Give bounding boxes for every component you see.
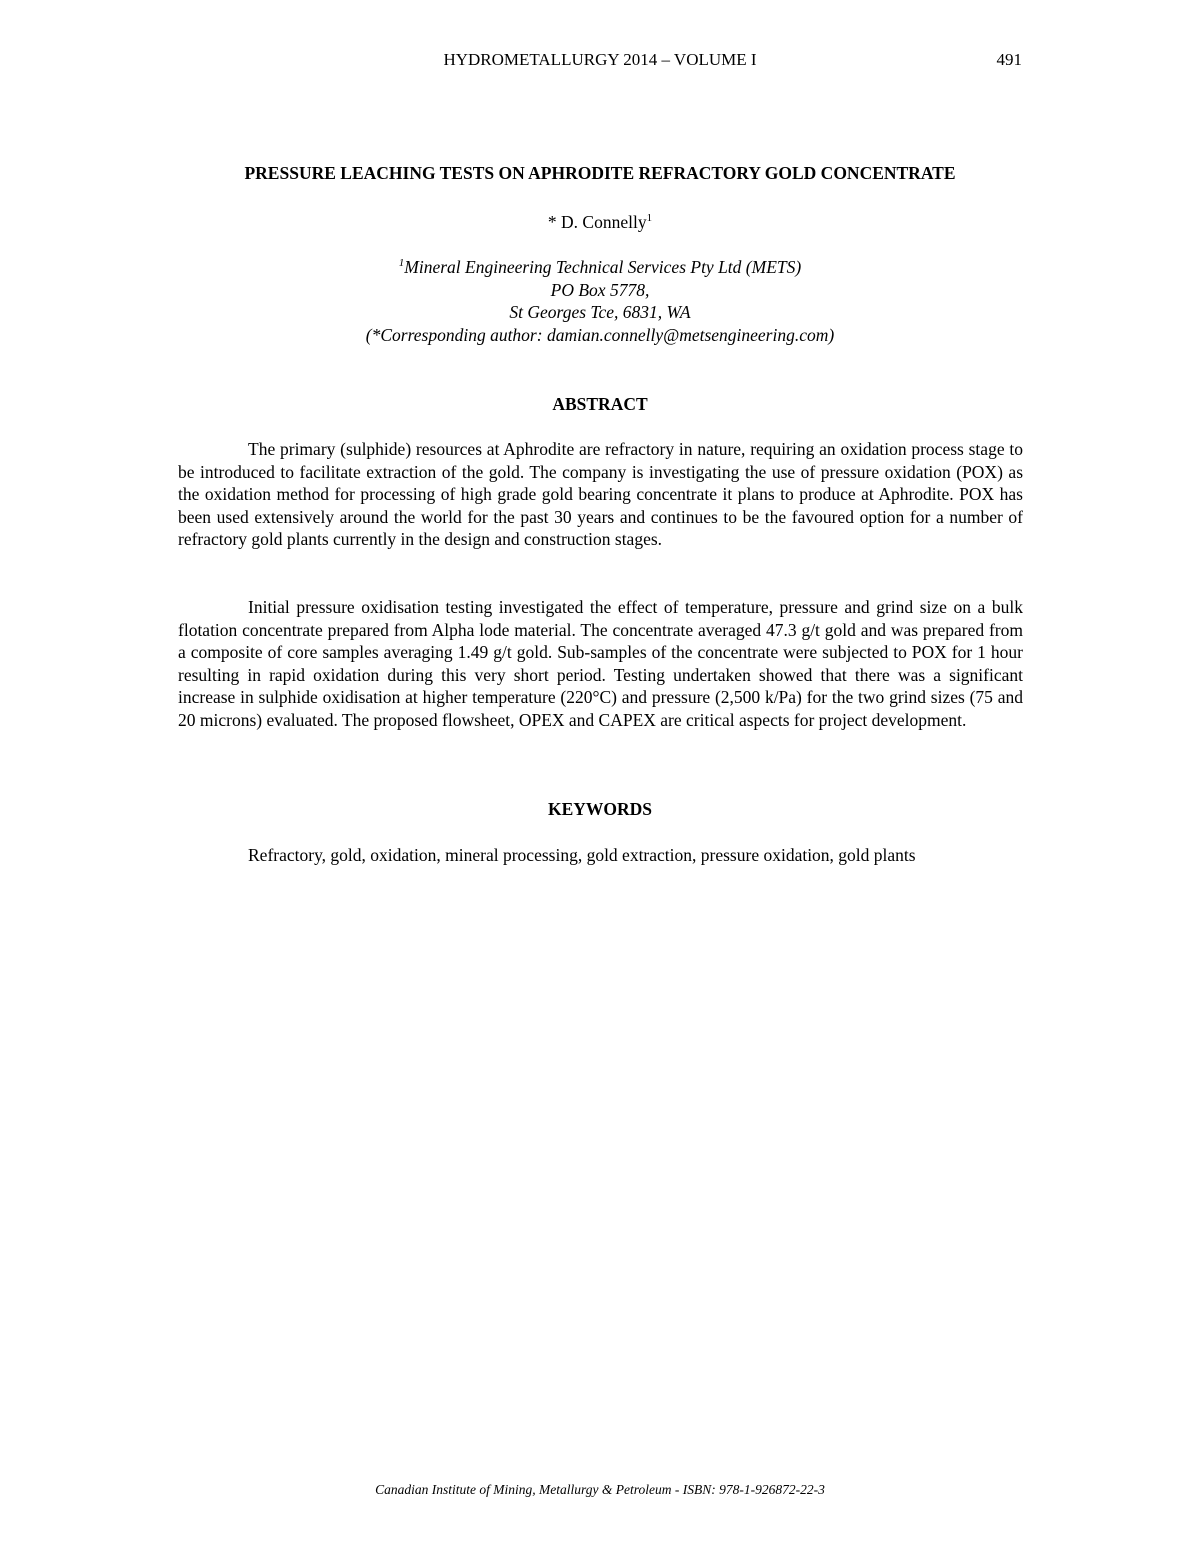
affiliation-address: St Georges Tce, 6831, WA [509, 302, 691, 322]
abstract-paragraph: Initial pressure oxidisation testing investigated the effect of temperature, pressure and grind size on a bulk flotation concentrate prepared from Alpha lode material. The concentrate averaged 47.3 g/t gold and was prepared from a composite of core samples averaging 1.49 g/t gold. Sub-samples of the concentrate were subjected to POX for 1 hour resulting in rapid oxidation during this very short period. Testing undertaken showed that there was a significant increase in sulphide oxidisation at higher temperature (220°C) and pressure (2,500 k/Pa) for the two grind sizes (75 and 20 microns) evaluated. The proposed flowsheet, OPEX and CAPEX are critical aspects for project development. [178, 597, 1023, 730]
corresponding-author: (*Corresponding author: damian.connelly@metsengineering.com) [365, 324, 835, 345]
abstract-paragraph: The primary (sulphide) resources at Aphrodite are refractory in nature, requiring an oxidation process stage to be introduced to facilitate extraction of the gold. The company is investigating the use of pressure oxidation (POX) as the oxidation method for processing of high grade gold bearing concentrate it plans to produce at Aphrodite. POX has been used extensively around the world for the past 30 years and continues to be the favoured option for a number of refractory gold plants currently in the design and construction stages. [178, 439, 1023, 550]
affiliation-organization-line [0, 256, 1200, 279]
page-footer: Canadian Institute of Mining, Metallurgy & Petroleum - ISBN: 978-1-926872-22-3 [375, 1482, 825, 1497]
journal-title: HYDROMETALLURGY 2014 – VOLUME I [443, 50, 757, 69]
keywords-heading: KEYWORDS [547, 799, 653, 819]
author-affiliation-mark: 1 [646, 212, 653, 225]
affiliation-organization: Mineral Engineering Technical Services Pty Ltd (METS) [404, 257, 802, 277]
keywords-list: Refractory, gold, oxidation, mineral processing, gold extraction, pressure oxidation, gold plants [248, 845, 916, 865]
abstract-heading: ABSTRACT [552, 394, 648, 414]
author-line [0, 209, 1200, 235]
paper-title: PRESSURE LEACHING TESTS ON APHRODITE REFRACTORY GOLD CONCENTRATE [244, 163, 956, 183]
affiliation-mark: 1 [398, 257, 405, 270]
running-header [0, 48, 1200, 72]
page-number: 491 [996, 50, 1022, 69]
affiliation-po-box: PO Box 5778, [550, 279, 650, 300]
affiliation-block [0, 256, 1200, 346]
author-name: * D. Connelly [547, 212, 647, 232]
